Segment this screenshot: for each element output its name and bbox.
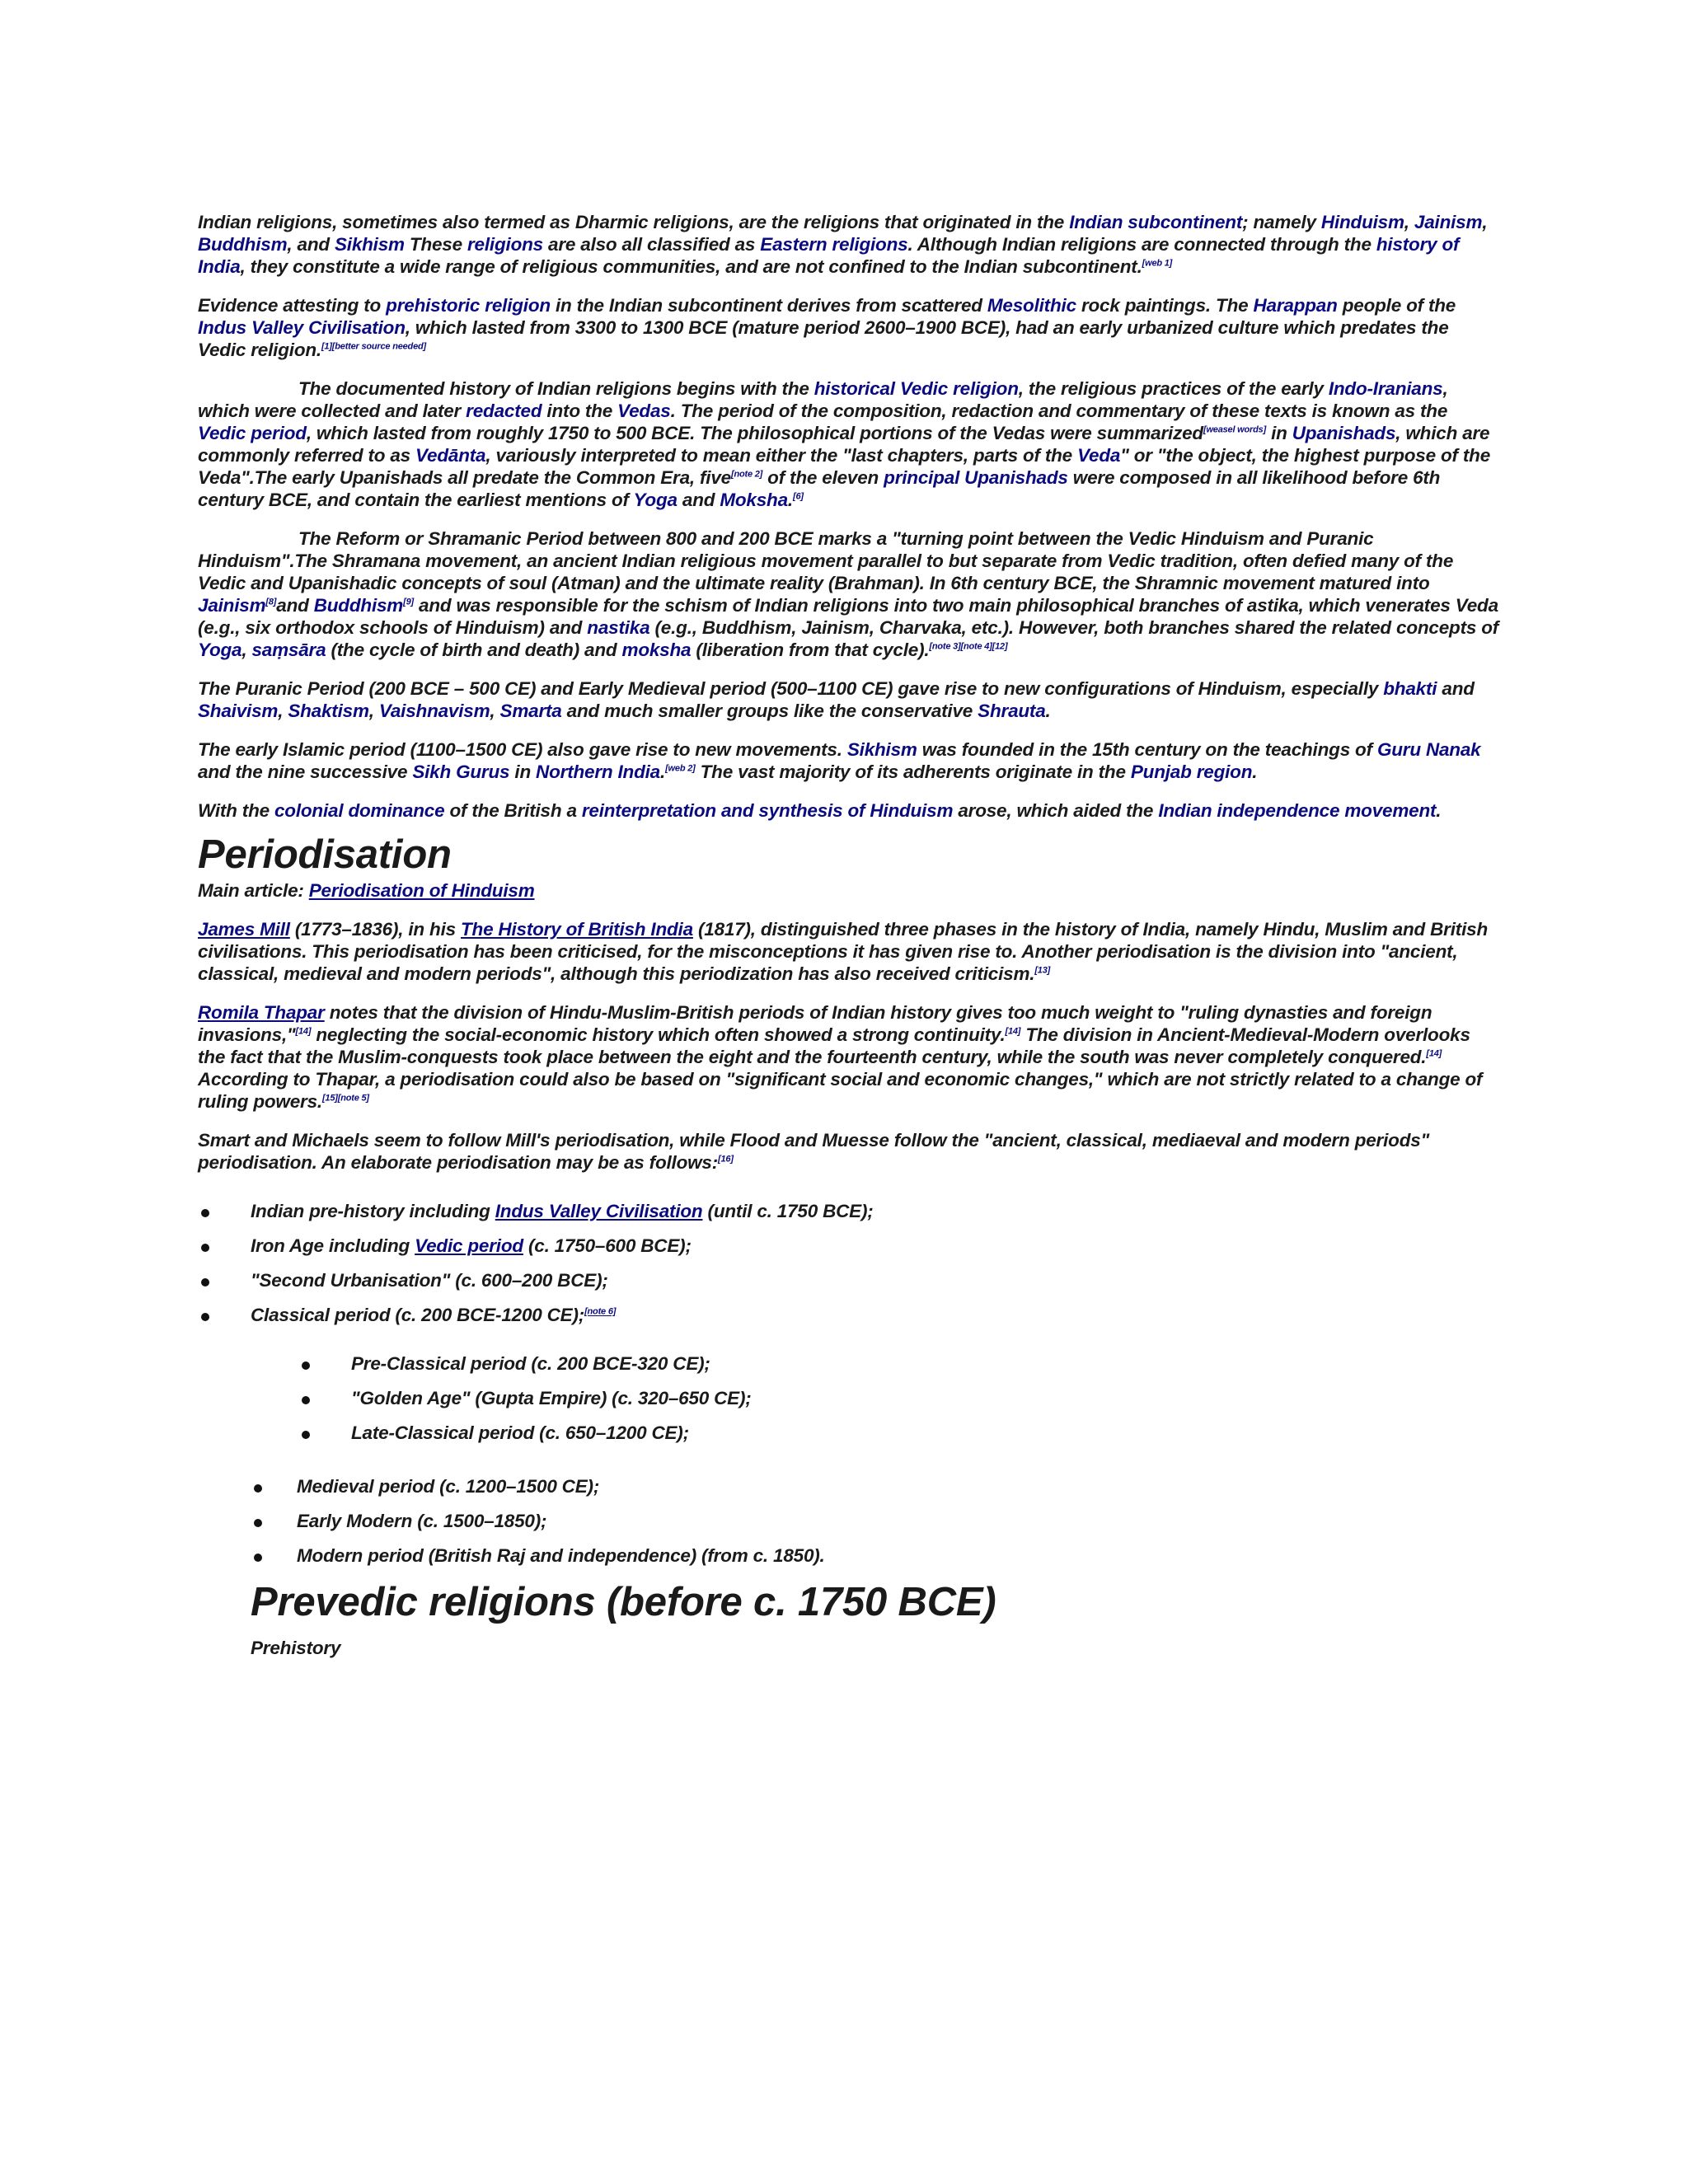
main-article-note: Main article: Periodisation of Hinduism — [198, 880, 535, 901]
link-historical-vedic-religion[interactable]: historical Vedic religion — [814, 378, 1019, 399]
citation-9[interactable]: [9] — [403, 597, 414, 607]
link-indian-independence-movement[interactable]: Indian independence movement — [1158, 800, 1437, 821]
bullet-icon — [302, 1431, 310, 1439]
link-sikhism-2[interactable]: Sikhism — [846, 739, 917, 760]
link-prehistoric-religion[interactable]: prehistoric religion — [386, 295, 551, 316]
link-history-of-british-india[interactable]: The History of British India — [460, 919, 693, 940]
link-religions[interactable]: religions — [467, 234, 543, 255]
evidence-paragraph: Evidence attesting to prehistoric religion in the Indian subcontinent derives from scattered Mesolithic rock paintings. The Harappan people of the Indus Valley Civilisation, which lasted from 3300 to 1300 BCE (mature period 2600–1900 BCE), had an early urbanized culture which predates the Vedic religion.[1][better source needed] — [198, 295, 1456, 360]
link-eastern-religions[interactable]: Eastern religions — [760, 234, 908, 255]
list-item: "Second Urbanisation" (c. 600–200 BCE); — [198, 1269, 1500, 1291]
link-northern-india[interactable]: Northern India — [536, 762, 661, 782]
link-harappan[interactable]: Harappan — [1253, 295, 1338, 316]
link-nastika[interactable]: nastika — [587, 617, 650, 638]
bullet-icon — [201, 1313, 209, 1321]
link-indo-iranians[interactable]: Indo-Iranians — [1328, 378, 1443, 399]
link-jainism[interactable]: Jainism — [1414, 212, 1483, 232]
link-romila-thapar[interactable]: Romila Thapar — [198, 1002, 325, 1023]
citation-web-2[interactable]: [web 2] — [665, 763, 696, 774]
link-punjab-region[interactable]: Punjab region — [1130, 762, 1253, 782]
link-shaivism[interactable]: Shaivism — [198, 701, 279, 721]
citation-notes-3-4-12[interactable]: [note 3][note 4][12] — [929, 641, 1008, 652]
link-shaktism[interactable]: Shaktism — [288, 701, 369, 721]
link-history-of-india[interactable]: history of India — [198, 234, 1460, 277]
link-hinduism[interactable]: Hinduism — [1320, 212, 1404, 232]
prevedic-heading: Prevedic religions (before c. 1750 BCE) — [251, 1580, 996, 1624]
citation-8[interactable]: [8] — [265, 597, 277, 607]
bullet-icon — [254, 1484, 262, 1493]
link-indus-valley-civilisation-2[interactable]: Indus Valley Civilisation — [495, 1201, 703, 1221]
citation-13[interactable]: [13] — [1034, 965, 1051, 976]
bullet-icon — [254, 1519, 262, 1527]
citation-14c[interactable]: [14] — [1426, 1048, 1442, 1059]
list-item: Medieval period (c. 1200–1500 CE); — [198, 1475, 1500, 1497]
list-item: Indian pre-history including Indus Valley Civilisation (until c. 1750 BCE); — [198, 1200, 1500, 1222]
link-sikh-gurus[interactable]: Sikh Gurus — [412, 762, 510, 782]
bullet-icon — [201, 1209, 209, 1217]
link-moksha-2[interactable]: moksha — [621, 640, 692, 660]
link-vaishnavism[interactable]: Vaishnavism — [378, 701, 490, 721]
link-yoga[interactable]: Yoga — [633, 490, 678, 510]
citation-15-note-5[interactable]: [15][note 5] — [321, 1093, 369, 1104]
islamic-paragraph: The early Islamic period (1100–1500 CE) also gave rise to new movements. Sikhism was founded in the 15th century on the teachings of Guru Nanak and the nine successive Sikh Gurus in Northern India.[web 2] The vast majority of its adherents originate in the Punjab region. — [198, 739, 1481, 782]
citation-16[interactable]: [16] — [718, 1154, 734, 1165]
list-item: Late-Classical period (c. 650–1200 CE); — [198, 1422, 1500, 1444]
link-vedas[interactable]: Vedas — [617, 401, 671, 421]
link-buddhism[interactable]: Buddhism — [198, 234, 288, 255]
list-item: Pre-Classical period (c. 200 BCE-320 CE); — [198, 1352, 1500, 1375]
prehistory-subheading: Prehistory — [251, 1638, 341, 1658]
citation-note-2[interactable]: [note 2] — [730, 469, 763, 480]
link-vedic-period-2[interactable]: Vedic period — [415, 1235, 523, 1256]
document-page — [198, 211, 1500, 1659]
list-item: Iron Age including Vedic period (c. 1750–600 BCE); — [198, 1235, 1500, 1257]
citation-14a[interactable]: [14] — [295, 1026, 312, 1037]
bullet-icon — [302, 1396, 310, 1404]
link-james-mill[interactable]: James Mill — [198, 919, 290, 940]
shramanic-paragraph: The Reform or Shramanic Period between 800 and 200 BCE marks a "turning point between the Vedic Hinduism and Puranic Hinduism".The Shramana movement, an ancient Indian religious movement parallel to but separate from Vedic tradition, often defied many of the Vedic and Upanishadic concepts of soul (Atman) and the ultimate reality (Brahman). In 6th century BCE, the Shramnic movement matured into Jainism[8]and Buddhism[9] and was responsible for the schism of Indian religions into two main philosophical branches of astika, which venerates Veda (e.g., six orthodox schools of Hinduism) and nastika (e.g., Buddhism, Jainism, Charvaka, etc.). However, both branches shared the related concepts of Yoga, saṃsāra (the cycle of birth and death) and moksha (liberation from that cycle).[note 3][note 4][12] — [198, 528, 1499, 660]
puranic-paragraph: The Puranic Period (200 BCE – 500 CE) and Early Medieval period (500–1100 CE) gave rise to new configurations of Hinduism, especially bhakti and Shaivism, Shaktism, Vaishnavism, Smarta and much smaller groups like the conservative Shrauta. — [198, 678, 1475, 721]
link-reinterpretation-hinduism[interactable]: reinterpretation and synthesis of Hinduism — [581, 800, 954, 821]
link-indus-valley-civilisation[interactable]: Indus Valley Civilisation — [198, 317, 406, 338]
link-colonial-dominance[interactable]: colonial dominance — [274, 800, 445, 821]
list-item: Classical period (c. 200 BCE-1200 CE);[note 6] — [198, 1304, 1500, 1326]
link-vedanta[interactable]: Vedānta — [415, 445, 486, 466]
link-yoga-2[interactable]: Yoga — [198, 640, 242, 660]
link-sikhism[interactable]: Sikhism — [334, 234, 405, 255]
link-mesolithic[interactable]: Mesolithic — [987, 295, 1076, 316]
link-vedic-period[interactable]: Vedic period — [198, 423, 307, 443]
colonial-paragraph: With the colonial dominance of the British a reinterpretation and synthesis of Hinduism arose, which aided the Indian independence movement. — [198, 800, 1442, 821]
link-jainism-2[interactable]: Jainism — [198, 595, 266, 616]
link-samsara[interactable]: saṃsāra — [251, 640, 326, 660]
citation-web-1[interactable]: [web 1] — [1142, 258, 1173, 269]
list-item: "Golden Age" (Gupta Empire) (c. 320–650 CE); — [198, 1387, 1500, 1409]
classical-sublist — [198, 1352, 1500, 1444]
link-guru-nanak[interactable]: Guru Nanak — [1376, 739, 1481, 760]
link-shrauta[interactable]: Shrauta — [978, 701, 1046, 721]
mill-paragraph: James Mill (1773–1836), in his The History of British India (1817), distinguished three phases in the history of India, namely Hindu, Muslim and British civilisations. This periodisation has been criticised, for the misconceptions it has given rise to. Another periodisation is the division into "ancient, classical, medieval and modern periods", although this periodization has also received criticism.[13] — [198, 919, 1488, 984]
periodisation-heading: Periodisation — [198, 832, 452, 877]
link-indian-subcontinent[interactable]: Indian subcontinent — [1069, 212, 1243, 232]
bullet-icon — [254, 1554, 262, 1562]
citation-weasel-words[interactable]: [weasel words] — [1203, 424, 1267, 435]
bullet-icon — [201, 1244, 209, 1252]
list-item: Modern period (British Raj and independence) (from c. 1850). — [198, 1544, 1500, 1567]
link-veda[interactable]: Veda — [1077, 445, 1121, 466]
link-bhakti[interactable]: bhakti — [1383, 678, 1437, 699]
link-upanishads[interactable]: Upanishads — [1292, 423, 1396, 443]
later-periods-list — [198, 1475, 1500, 1567]
citation-14b[interactable]: [14] — [1005, 1026, 1021, 1037]
link-moksha[interactable]: Moksha — [720, 490, 788, 510]
link-buddhism-2[interactable]: Buddhism — [313, 595, 404, 616]
citation-note-6[interactable]: [note 6] — [584, 1306, 617, 1317]
link-redacted[interactable]: redacted — [466, 401, 542, 421]
smart-paragraph: Smart and Michaels seem to follow Mill's periodisation, while Flood and Muesse follow the "ancient, classical, mediaeval and modern periods" periodisation. An elaborate periodisation may be as follows:[16] — [198, 1130, 1430, 1173]
citation-6[interactable]: [6] — [792, 491, 804, 502]
vedic-paragraph: The documented history of Indian religions begins with the historical Vedic religion, the religious practices of the early Indo-Iranians, which were collected and later redacted into the Vedas. The period of the composition, redaction and commentary of these texts is known as the Vedic period, which lasted from roughly 1750 to 500 BCE. The philosophical portions of the Vedas were summarized[weasel words] in Upanishads, which are commonly referred to as Vedānta, variously interpreted to mean either the "last chapters, parts of the Veda" or "the object, the highest purpose of the Veda".The early Upanishads all predate the Common Era, five[note 2] of the eleven principal Upanishads were composed in all likelihood before 6th century BCE, and contain the earliest mentions of Yoga and Moksha.[6] — [198, 378, 1491, 510]
intro-paragraph: Indian religions, sometimes also termed as Dharmic religions, are the religions that originated in the Indian subcontinent; namely Hinduism, Jainism, Buddhism, and Sikhism These religions are also all classified as Eastern religions. Although Indian religions are connected through the history of India, they constitute a wide range of religious communities, and are not confined to the Indian subcontinent.[web 1] — [198, 212, 1488, 277]
periods-list — [198, 1200, 1500, 1326]
bullet-icon — [302, 1361, 310, 1370]
bullet-icon — [201, 1278, 209, 1286]
link-periodisation-of-hinduism[interactable]: Periodisation of Hinduism — [308, 880, 535, 901]
citation-1[interactable]: [1][better source needed] — [321, 341, 426, 352]
list-item: Early Modern (c. 1500–1850); — [198, 1510, 1500, 1532]
link-principal-upanishads[interactable]: principal Upanishads — [884, 467, 1068, 488]
link-smarta[interactable]: Smarta — [499, 701, 562, 721]
thapar-paragraph: Romila Thapar notes that the division of Hindu-Muslim-British periods of Indian history gives too much weight to "ruling dynasties and foreign invasions,"[14] neglecting the social-economic history which often showed a strong continuity.[14] The division in Ancient-Medieval-Modern overlooks the fact that the Muslim-conquests took place between the eight and the fourteenth century, while the south was never completely conquered.[14] According to Thapar, a periodisation could also be based on "significant social and economic changes," which are not strictly related to a change of ruling powers.[15][note 5] — [198, 1002, 1483, 1112]
